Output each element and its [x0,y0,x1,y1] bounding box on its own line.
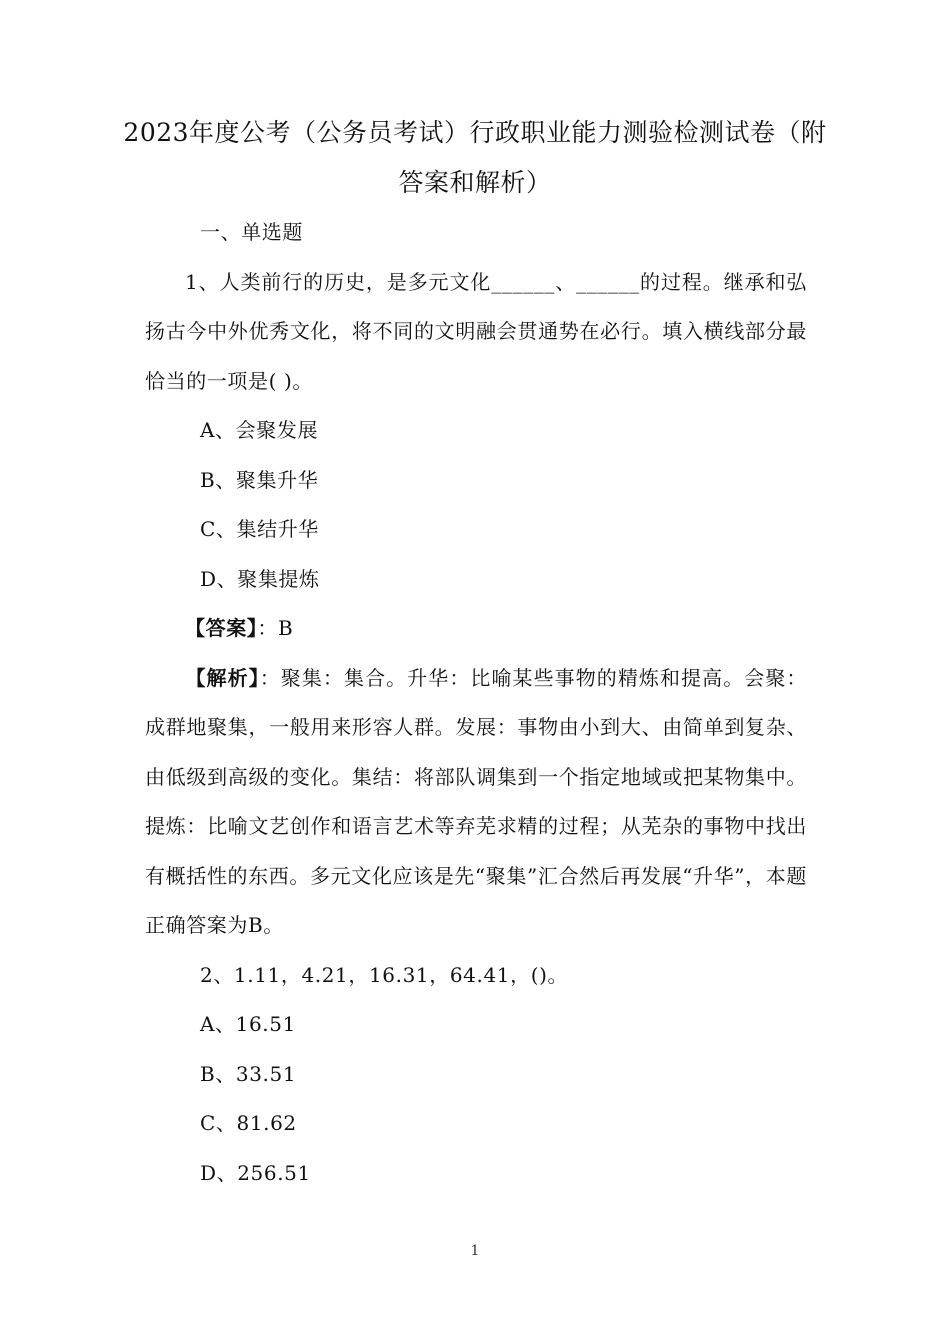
answer-label: 【答案】 [185,616,258,640]
answer-value: ：B [257,616,294,640]
question-2-option-c: C、81.62 [200,1111,297,1135]
question-1-analysis [145,654,807,951]
question-1-option-d: D、聚集提炼 [200,566,320,591]
question-2-option-b: B、33.51 [200,1061,297,1086]
question-2-option-d: D、256.51 [200,1160,311,1185]
question-1-option-c: C、集结升华 [200,517,319,541]
question-1-option-b: B、聚集升华 [200,467,319,492]
document-title: 2023年度公考（公务员考试）行政职业能力测验检测试卷（附答案和解析） [123,118,827,197]
question-1-answer [145,604,807,654]
question-2-option-a: A、16.51 [200,1012,296,1036]
analysis-text: ：聚集：集合。升华：比喻某些事物的精炼和提高。会聚：成群地聚集，一般用来形容人群。发展：事物由小到大、由简单到复杂、由低级到高级的变化。集结：将部队调集到一个指定地域或把某物集中。提炼：比喻文艺创作和语言艺术等弃芜求精的过程；从芜杂的事物中找出有概括性的东西。多元文化应该是先“聚集”汇合然后再发展“升华”，本题正确答案为B。 [145,665,807,937]
section-heading: 一、单选题 [200,220,303,244]
question-1-stem: 1、人类前行的历史，是多元文化______、______的过程。继承和弘扬古今中外优秀文化，将不同的文明融会贯通势在必行。填入横线部分最恰当的一项是( )。 [145,269,807,393]
document-body [145,208,807,1198]
question-1-option-a: A、会聚发展 [200,418,319,442]
page-number: 1 [470,1243,480,1259]
question-2-stem: 2、1.11，4.21，16.31，64.41，()。 [200,962,569,987]
analysis-label: 【解析】 [185,665,260,690]
